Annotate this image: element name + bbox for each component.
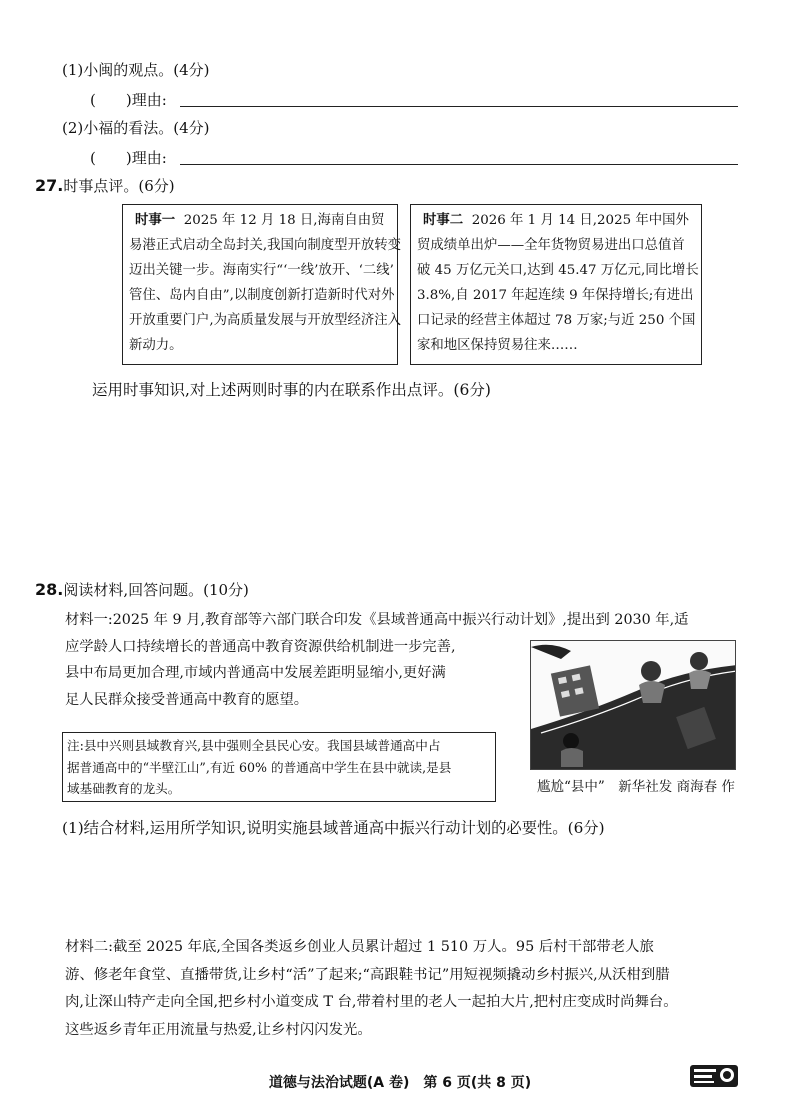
q27-prompt: 运用时事知识,对上述两则时事的内在联系作出点评。(6分) [92,381,491,399]
q28-sub1: (1)结合材料,运用所学知识,说明实施县域普通高中振兴行动计划的必要性。(6分) [62,819,605,837]
cartoon-image [530,640,736,770]
q26-sub2-label: (2)小福的看法。(4分) [62,119,210,137]
answer-paren[interactable]: ( ) [90,91,132,109]
material1-line: 材料一:2025 年 9 月,教育部等六部门联合印发《县域普通高中振兴行动计划》,提出到 2030 年,适 [65,612,689,628]
q26-sub1-answer-row [90,90,167,110]
publisher-logo-icon [690,1063,738,1089]
material2-line: 材料二:截至 2025 年底,全国各类返乡创业人员累计超过 1 510 万人。95 后村干部带老人旅 [65,939,654,955]
material2 [65,934,678,1044]
event1-line: 2025 年 12 月 18 日,海南自由贸 [183,213,385,228]
event2-line: 2026 年 1 月 14 日,2025 年中国外 [471,213,689,228]
cartoon-drawing [531,641,736,770]
event2-line: 家和地区保持贸易往来…… [417,338,578,353]
event2-box [410,204,702,365]
q26-sub2-answer-row [90,148,167,168]
event2-label: 时事二 [423,212,464,228]
material1-line: 足人民群众接受普通高中教育的愿望。 [65,691,309,708]
event1-line: 开放重要门户,为高质量发展与开放型经济注入 [129,313,402,328]
reason-label: 理由: [131,91,167,109]
reason-blank-1[interactable] [180,106,738,107]
question-title: 时事点评。(6分) [63,177,175,195]
q27-heading [35,176,175,196]
event1-line: 管住、岛内自由”,以制度创新打造新时代对外 [129,288,395,303]
reason-blank-2[interactable] [180,164,738,165]
event1-line: 迈出关键一步。海南实行“‘一线’放开、‘二线’ [129,263,394,278]
question-title: 阅读材料,回答问题。(10分) [63,581,249,599]
event1-line: 新动力。 [129,338,183,353]
material1-line: 应学龄人口持续增长的普通高中教育资源供给机制进一步完善, [65,638,456,655]
event1-text [129,208,401,358]
material2-line: 肉,让深山特产走向全国,把乡村小道变成 T 台,带着村里的老人一起拍大片,把村庄变成时尚舞台。 [65,994,678,1010]
event2-text [417,208,699,358]
event1-box [122,204,402,365]
event2-line: 破 45 万亿元关口,达到 45.47 万亿元,同比增长 [417,263,699,278]
material2-line: 这些返乡青年正用流量与热爱,让乡村闪闪发光。 [65,1021,372,1038]
event2-line: 口记录的经营主体超过 78 万家;与近 250 个国 [417,313,696,328]
q28-heading [35,580,249,600]
note-line: 注:县中兴则县域教育兴,县中强则全县民心安。我国县域普通高中占 [67,738,441,753]
note-text [67,735,451,800]
note-line: 域基础教育的龙头。 [67,781,181,796]
event2-line: 3.8%,自 2017 年起连续 9 年保持增长;有进出 [417,288,694,303]
q26-sub1-label: (1)小闽的观点。(4分) [62,61,210,79]
event1-line: 易港正式启动全岛封关,我国向制度型开放转变 [129,238,402,253]
cartoon-caption: 尴尬“县中” 新华社发 商海春 作 [537,779,735,795]
event2-line: 贸成绩单出炉——全年货物贸易进出口总值首 [417,238,685,253]
event1-label: 时事一 [135,212,176,228]
material2-line: 游、修老年食堂、直播带货,让乡村“活”了起来;“高跟鞋书记”用短视频撬动乡村振兴,从沃柑到腊 [65,966,670,983]
question-number: 27. [35,176,64,195]
question-number: 28. [35,580,64,599]
answer-paren[interactable]: ( ) [90,149,132,167]
material1-line: 县中布局更加合理,市域内普通高中发展差距明显缩小,更好满 [65,665,446,681]
reason-label: 理由: [131,149,167,167]
page-footer: 道德与法治试题(A 卷) 第 6 页(共 8 页) [268,1075,532,1091]
note-box [62,732,496,802]
note-line: 据普通高中的“半壁江山”,有近 60% 的普通高中学生在县中就读,是县 [67,759,452,775]
